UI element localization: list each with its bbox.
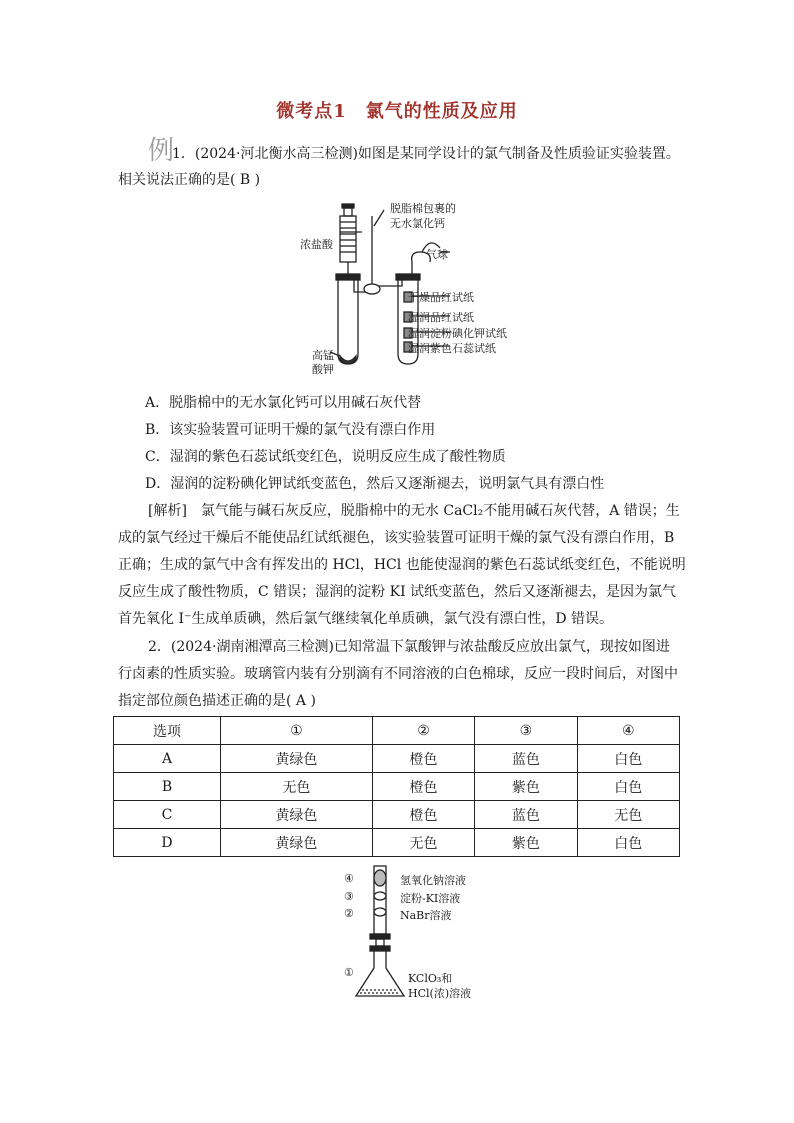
analysis-line-4: 反应生成了酸性物质，C 错误；湿润的淀粉 KI 试纸变蓝色，然后又逐渐褪去，是因为氯气: [118, 584, 677, 600]
example-mark: 例: [148, 136, 175, 166]
table-cell: 白色: [577, 773, 679, 801]
table-cell: 紫色: [475, 829, 577, 857]
label-num-1: ①: [344, 966, 354, 979]
option-b: B．该实验装置可证明干燥的氯气没有漂白作用: [145, 422, 436, 438]
option-d: D．湿润的淀粉碘化钾试纸变蓝色，然后又逐渐褪去，说明氯气具有漂白性: [145, 476, 605, 492]
analysis-line-5: 首先氧化 I⁻生成单质碘，然后氯气继续氧化单质碘，氯气没有漂白性，D 错误。: [118, 611, 614, 627]
label-cotton: 脱脂棉包裹的: [390, 202, 456, 215]
table-cell: 无色: [372, 829, 474, 857]
label-starch-ki: 淀粉-KI溶液: [400, 892, 461, 905]
label-kmno4-2: 酸钾: [312, 363, 334, 376]
question-2-line-2: 行卤素的性质实验。玻璃管内装有分别滴有不同溶液的白色棉球，反应一段时间后，对图中: [118, 666, 678, 682]
table-row: [114, 801, 680, 829]
label-nabr: NaBr溶液: [400, 909, 452, 922]
table-cell: 白色: [577, 745, 679, 773]
header-cell: 选项: [114, 717, 221, 745]
table-cell: 紫色: [475, 773, 577, 801]
header-cell: ①: [221, 717, 373, 745]
header-cell: ④: [577, 717, 679, 745]
table-cell: 无色: [577, 801, 679, 829]
label-naoh: 氢氧化钠溶液: [400, 874, 466, 887]
analysis-line-3: 正确；生成的氯气中含有挥发出的 HCl，HCl 也能使湿润的紫色石蕊试纸变红色，不能说明: [118, 557, 686, 573]
table-row: [114, 745, 680, 773]
table-cell: 蓝色: [475, 745, 577, 773]
table-cell: 无色: [221, 773, 373, 801]
label-num-3: ③: [344, 890, 354, 903]
question-2-line-3: 指定部位颜色描述正确的是( A ): [118, 693, 316, 709]
question-1-line-2: 相关说法正确的是( B ): [118, 172, 261, 188]
table-cell: 黄绿色: [221, 745, 373, 773]
table-cell: 蓝色: [475, 801, 577, 829]
table-cell: D: [114, 829, 221, 857]
analysis-line-2: 成的氯气经过干燥后不能使品红试纸褪色，该实验装置可证明干燥的氯气没有漂白作用，B: [118, 530, 675, 546]
header-cell: ③: [475, 717, 577, 745]
label-litmus: 湿润紫色石蕊试纸: [408, 342, 496, 355]
table-cell: 橙色: [372, 745, 474, 773]
table-row: [114, 829, 680, 857]
label-kclo3: KClO₃和: [408, 972, 453, 985]
table-row: [114, 773, 680, 801]
table-cell: 黄绿色: [221, 829, 373, 857]
option-a: A．脱脂棉中的无水氯化钙可以用碱石灰代替: [145, 395, 422, 411]
label-hcl: 浓盐酸: [300, 238, 333, 251]
analysis-line-1: [解析] 氯气能与碱石灰反应，脱脂棉中的无水 CaCl₂不能用碱石灰代替，A 错误；生: [148, 503, 680, 519]
table-cell: 白色: [577, 829, 679, 857]
table-cell: 橙色: [372, 773, 474, 801]
label-ki-paper: 湿润淀粉碘化钾试纸: [408, 327, 507, 340]
question-2-line-1: 2．(2024·湖南湘潭高三检测)已知常温下氯酸钾与浓盐酸反应放出氯气，现按如图进: [148, 639, 670, 655]
label-num-2: ②: [344, 907, 354, 920]
label-conc-hcl: HCl(浓)溶液: [408, 987, 472, 1000]
header-cell: ②: [372, 717, 474, 745]
table-cell: 黄绿色: [221, 801, 373, 829]
label-dry-paper: 干燥品红试纸: [408, 291, 474, 304]
table-header-row: [114, 717, 680, 745]
color-options-table: [113, 716, 680, 857]
label-cacl2: 无水氯化钙: [390, 217, 445, 230]
table-cell: C: [114, 801, 221, 829]
table-cell: B: [114, 773, 221, 801]
option-c: C．湿润的紫色石蕊试纸变红色，说明反应生成了酸性物质: [145, 449, 506, 465]
page-title: 微考点1 氯气的性质及应用: [276, 101, 518, 122]
label-kmno4-1: 高锰: [312, 349, 334, 362]
label-wet-paper: 湿润品红试纸: [408, 311, 474, 324]
label-balloon: 气球: [426, 248, 448, 261]
table-cell: 橙色: [372, 801, 474, 829]
label-num-4: ④: [344, 872, 354, 885]
question-1-line-1: 1．(2024·河北衡水高三检测)如图是某同学设计的氯气制备及性质验证实验装置。: [172, 146, 680, 162]
table-cell: A: [114, 745, 221, 773]
